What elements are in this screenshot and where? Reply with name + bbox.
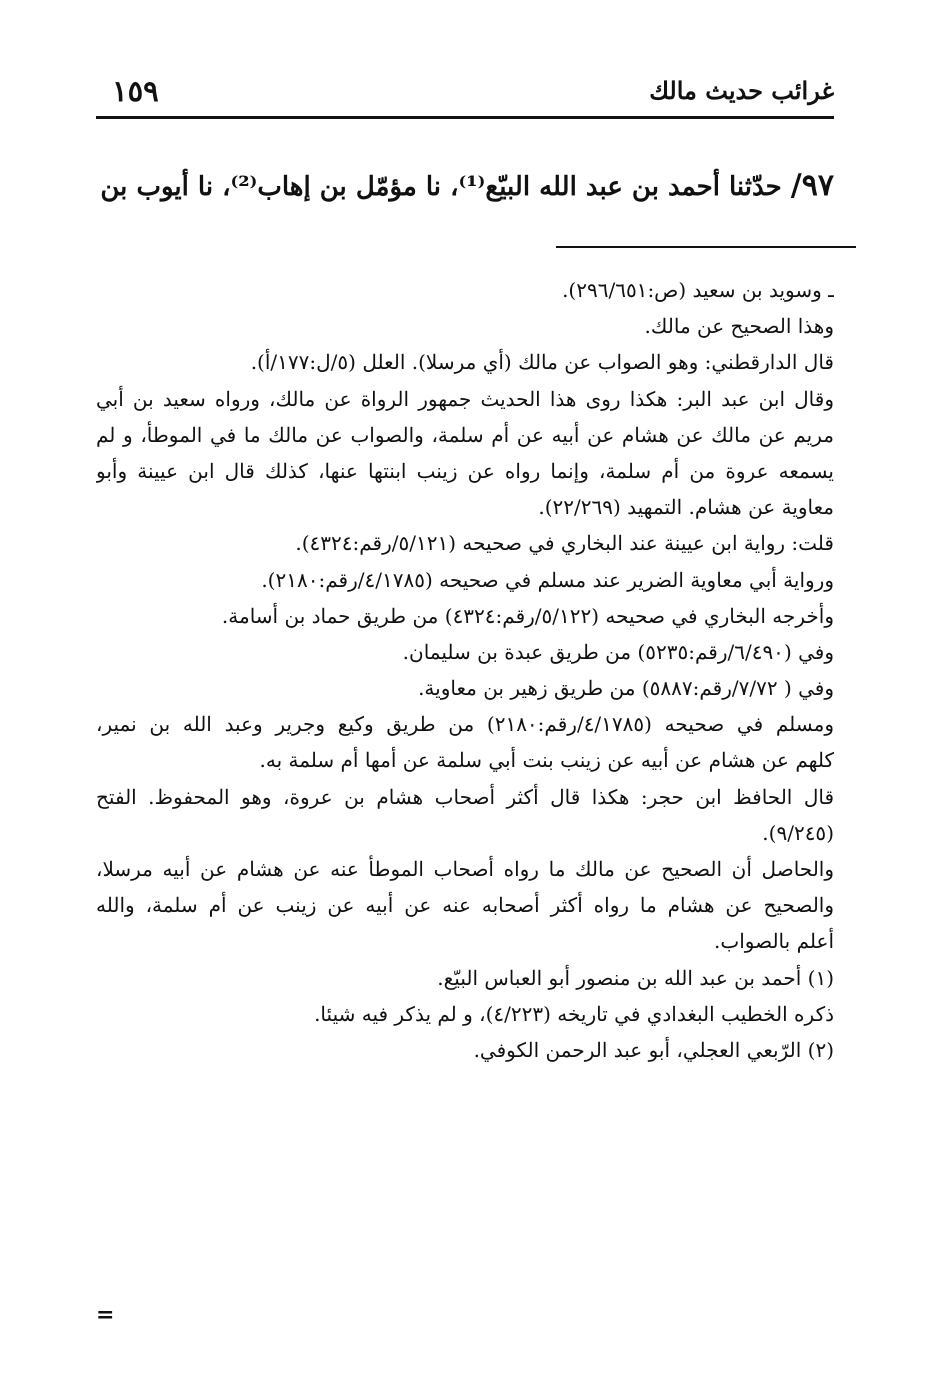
note-line: كلهم عن هشام عن أبيه عن زينب بنت أبي سلمة عن أمها أم سلمة به. (259, 748, 834, 773)
note-line: ومسلم في صحيحه (٤/١٧٨٥/رقم:٢١٨٠) من طريق وكيع وجرير وعبد الله بن نمير، (96, 712, 834, 737)
note-line: معاوية عن هشام. التمهيد (٢٢/٢٦٩). (538, 495, 834, 520)
continuation-mark: = (96, 1302, 115, 1328)
note-line: وقال ابن عبد البر: هكذا روى هذا الحديث جمهور الرواة عن مالك، ورواه سعيد بن أبي (96, 386, 834, 411)
note-line: قال الدارقطني: وهو الصواب عن مالك (أي مرسلا). العلل (٥/ل:١٧٧/أ). (250, 350, 834, 375)
note-line: (٩/٢٤٥). (762, 820, 834, 845)
note-line: وهذا الصحيح عن مالك. (644, 314, 834, 339)
note-line: يسمعه عروة من أم سلمة، وإنما رواه عن زينب ابنتها عنها، كذلك قال ابن عيينة وأبو (96, 458, 834, 483)
note-line: ذكره الخطيب البغدادي في تاريخه (٤/٢٢٣)، و لم يذكر فيه شيئا. (314, 1001, 834, 1026)
hadith-line (96, 168, 834, 203)
hadith-text: حدّثنا أحمد بن عبد الله البيّع⁽¹⁾، نا مؤمّل بن إهاب⁽²⁾، نا أيوب بن (100, 172, 782, 202)
hadith-number: ٩٧/ (790, 168, 834, 203)
note-line: ـ وسويد بن سعيد (ص:٢٩٦/٦٥١). (562, 278, 834, 302)
note-line: وأخرجه البخاري في صحيحه (٥/١٢٢/رقم:٤٣٢٤) من طريق حماد بن أسامة. (221, 603, 834, 628)
note-line: قال الحافظ ابن حجر: هكذا قال أكثر أصحاب هشام بن عروة، وهو المحفوظ. الفتح (96, 784, 834, 809)
note-line: (٢) الرّبعي العجلي، أبو عبد الرحمن الكوفي. (473, 1037, 834, 1062)
note-line: أعلم بالصواب. (714, 929, 834, 954)
footnote-divider (556, 246, 856, 248)
note-line: وفي (٦/٤٩٠/رقم:٥٢٣٥) من طريق عبدة بن سليمان. (402, 639, 834, 664)
page-number: ١٥٩ (112, 74, 159, 108)
note-line: والحاصل أن الصحيح عن مالك ما رواه أصحاب الموطأ عنه عن هشام عن أبيه مرسلا، (96, 857, 834, 881)
note-line: قلت: رواية ابن عيينة عند البخاري في صحيحه (٥/١٢١/رقم:٤٣٢٤). (295, 531, 834, 556)
footnotes (96, 272, 834, 1068)
book-title: غرائب حديث مالك (649, 76, 834, 105)
note-line: ورواية أبي معاوية الضرير عند مسلم في صحيحه (٤/١٧٨٥/رقم:٢١٨٠). (261, 567, 834, 592)
note-line: وفي ( ٧/٧٢/رقم:٥٨٨٧) من طريق زهير بن معاوية. (418, 676, 834, 701)
note-line: (١) أحمد بن عبد الله بن منصور أبو العباس البيّع. (437, 965, 834, 990)
note-line: مريم عن مالك عن هشام عن أبيه عن أم سلمة، والصواب عن مالك ما في الموطأ، و لم (96, 422, 834, 447)
note-line: والصحيح عن هشام ما رواه أكثر أصحابه عنه عن أبيه عن زينب عن أم سلمة، والله (96, 893, 834, 918)
page-header (96, 74, 834, 114)
header-divider (96, 116, 834, 119)
